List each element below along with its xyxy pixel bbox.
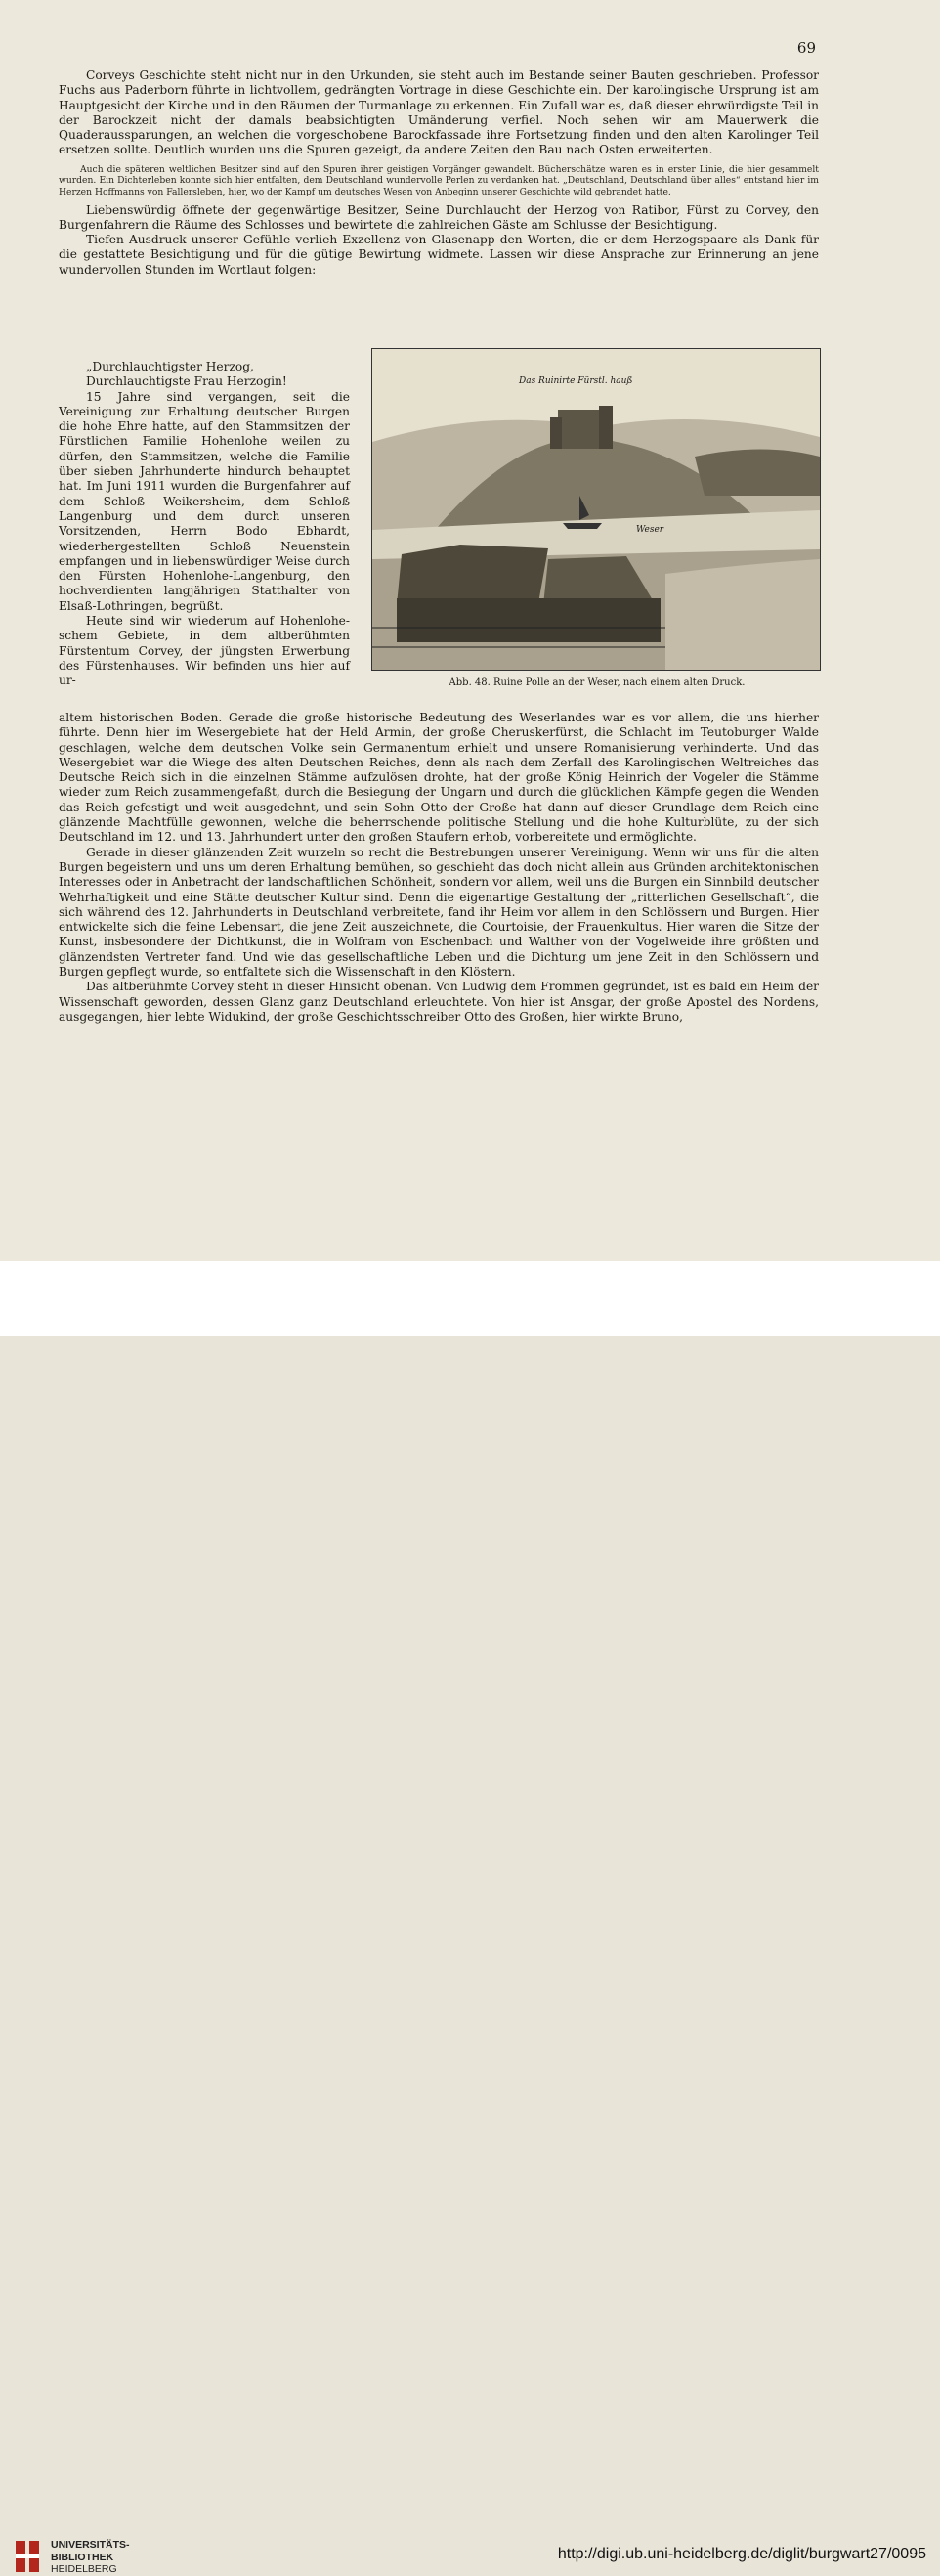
footer-bar [0, 1261, 940, 2575]
library-logo-icon [14, 2537, 43, 2576]
paragraph-1: Corveys Geschichte steht nicht nur in den Urkunden, sie steht auch im Bestande seiner Bauten geschrieben. Professor Fuchs aus Paderborn führte in lichtvollem, gedrängten Vortrage in diese Geschichte ein. Der karolingische Ursprung ist am Hauptgesicht der Kirche und in den Räumen der Turmanlage zu erkennen. Ein Zufall war es, daß dieser ehrwürdigste Teil in der Barockzeit nicht der damals beabsichtigten Umänderung verfiel. Noch sehen wir am Mauerwerk die Quaderaussparungen, an welchen die vorgeschobene Barockfassade ihre Fortsetzung finden und den alten Karolinger Teil ersetzen sollte. Deutlich wurden uns die Spuren gezeigt, da andere Zeiten den Bau nach Osten erweiterten. [59, 68, 819, 157]
library-line-3: HEIDELBERG [51, 2563, 117, 2575]
paragraph-2: Liebenswürdig öffnete der gegenwärtige Besitzer, Seine Durchlaucht der Herzog von Ratibor, Fürst zu Corvey, den Burgenfahrern die Räume des Schlosses und bewirtete die zahlreichen Gäste am Schlusse der Besichtigung. [59, 202, 819, 232]
text-column-bottom [59, 711, 819, 1025]
paragraph-4: 15 Jahre sind vergangen, seit die Vereinigung zur Erhaltung deutscher Burgen die hohe Ehre hatte, auf den Stammsitzen der Fürstlichen Familie Hohenlohe weilen zu dürfen, den Stammsitzen, welche die Familie über sieben Jahrhunderte hindurch behauptet hat. Im Juni 1911 wurden die Burgenfahrer auf dem Schloß Weikersheim, dem Schloß Langenburg und dem durch unseren Vorsitzenden, Herrn Bodo Ebhardt, wiederhergestellten Schloß Neuenstein empfangen und in liebenswürdiger Weise durch den Fürsten Hohenlohe-Langenburg, den hochverdienten langjährigen Statthalter von Elsaß-Lothringen, begrüßt. [59, 389, 350, 613]
library-line-1: UNIVERSITÄTS- [51, 2539, 130, 2551]
text-column-top [59, 68, 819, 278]
paragraph-5a: Heute sind wir wiederum auf Hohenlohe-schem Gebiete, in dem altberühmten Fürstentum Corvey, der jüngsten Erwerbung des Fürstenhauses. Wir befinden uns hier auf ur- [59, 614, 350, 688]
paragraph-5b: altem historischen Boden. Gerade die große historische Bedeutung des Weserlandes war es vor allem, die uns hierher führte. Denn hier im Wesergebiete hat der Held Armin, der große Cheruskerfürst, die Schlacht im Teutoburger Walde geschlagen, welche dem deutschen Volke sein Germanentum erhielt und unsere Romanisierung verhinderte. Und das Wesergebiet war die Wiege des alten Deutschen Reiches, denn als nach dem Zerfall des Karolingischen Weltreiches das Deutsche Reich sich in die einzelnen Stämme aufzulösen drohte, hat der große König Heinrich der Vogeler die Stämme wieder zum Reich zusammengefaßt, durch die Besiegung der Ungarn und durch die glücklichen Kämpfe gegen die Wenden das Reich gefestigt und weit ausgedehnt, und sein Sohn Otto der Große hat dann auf dieser Grundlage dem Reich eine glänzende Machtfülle gewonnen, welche die beherrschende politische Stellung und die hohe Kulturblüte, zu der sich Deutschland im 12. und 13. Jahrhundert unter den großen Staufern erhob, vorbereitete und ermöglichte. [59, 711, 819, 845]
illustration-ruine-polle [371, 348, 821, 671]
source-url-link[interactable]: http://digi.ub.uni-heidelberg.de/diglit/burgwart27/0095 [557, 2546, 926, 2562]
greeting-line-2: Durchlauchtigste Frau Herzogin! [86, 374, 287, 389]
library-line-2: BIBLIOTHEK [51, 2551, 114, 2563]
paragraph-6: Gerade in dieser glänzenden Zeit wurzeln so recht die Bestrebungen unserer Vereinigung. Wenn wir uns für die alten Burgen begeistern und uns um deren Erhaltung bemühen, so geschieht das doch nicht allein aus Gründen architektonischen Interesses oder in Anbetracht der landschaftlichen Schönheit, sondern vor allem, weil uns die Burgen ein Sinnbild deutscher Wehrhaftigkeit und eine Stätte deutscher Kultur sind. Denn die eigenartige Gestaltung der „ritterlichen Gesellschaft“, die sich während des 12. Jahrhunderts in Deutschland verbreitete, fand ihr Heim vor allem in den Schlössern und Burgen. Hier entwickelte sich die feine Lebensart, die jene Zeit auszeichnete, die Courtoisie, der Frauenkultus. Hier waren die Sitze der Kunst, insbesondere der Dichtkunst, die in Wolfram von Eschenbach und Walther von der Vogelweide ihre größten und glänzendsten Vertreter fand. Und wie das gesellschaftliche Leben und die Dichtung um jene Zeit in den Schlössern und Burgen gepflegt wurde, so entfaltete sich die Wissenschaft in den Klöstern. [59, 845, 819, 980]
figure-river-label: Weser [636, 525, 664, 535]
paragraph-7: Das altberühmte Corvey steht in dieser Hinsicht obenan. Von Ludwig dem Frommen gegründet, ist es bald ein Heim der Wissenschaft geworden, dessen Glanz ganz Deutschland erleuchtete. Von hier ist Ansgar, der große Apostel des Nordens, ausgegangen, hier lebte Widukind, der große Geschichtsschreiber Otto des Großen, hier wirkte Bruno, [59, 980, 819, 1024]
document-page [0, 0, 940, 1261]
text-column-wrapped [59, 360, 350, 689]
paragraph-3: Tiefen Ausdruck unserer Gefühle verlieh Exzellenz von Glasenapp den Worten, die er dem Herzogspaare als Dank für die gestattete Besichtigung und für die gütige Bewirtung widmete. Lassen wir diese Ansprache zur Erinnerung an jene wundervollen Stunden im Wortlaut folgen: [59, 233, 819, 277]
greeting-line-1: „Durchlauchtigster Herzog, [86, 360, 254, 373]
library-name [51, 2539, 130, 2576]
figure-inscription: Das Ruinirte Fürstl. hauß [519, 376, 633, 386]
figure-caption: Abb. 48. Ruine Polle an der Weser, nach einem alten Druck. [449, 677, 746, 688]
page-number: 69 [796, 39, 816, 57]
footnote: Auch die späteren weltlichen Besitzer sind auf den Spuren ihrer geistigen Vorgänger gewandelt. Bücherschätze waren es in erster Linie, die hier gesammelt wurden. Ein Dichterleben konnte sich hier entfalten, dem Deutschland wundervolle Perlen zu verdanken hat. „Deutschland, Deutschland über alles“ entstand hier im Herzen Hoffmanns von Fallersleben, hier, wo der Kampf um deutsches Wesen von Anbeginn unserer Geschichte wild gebrandet hatte. [59, 163, 819, 197]
engraving-image [372, 349, 820, 670]
